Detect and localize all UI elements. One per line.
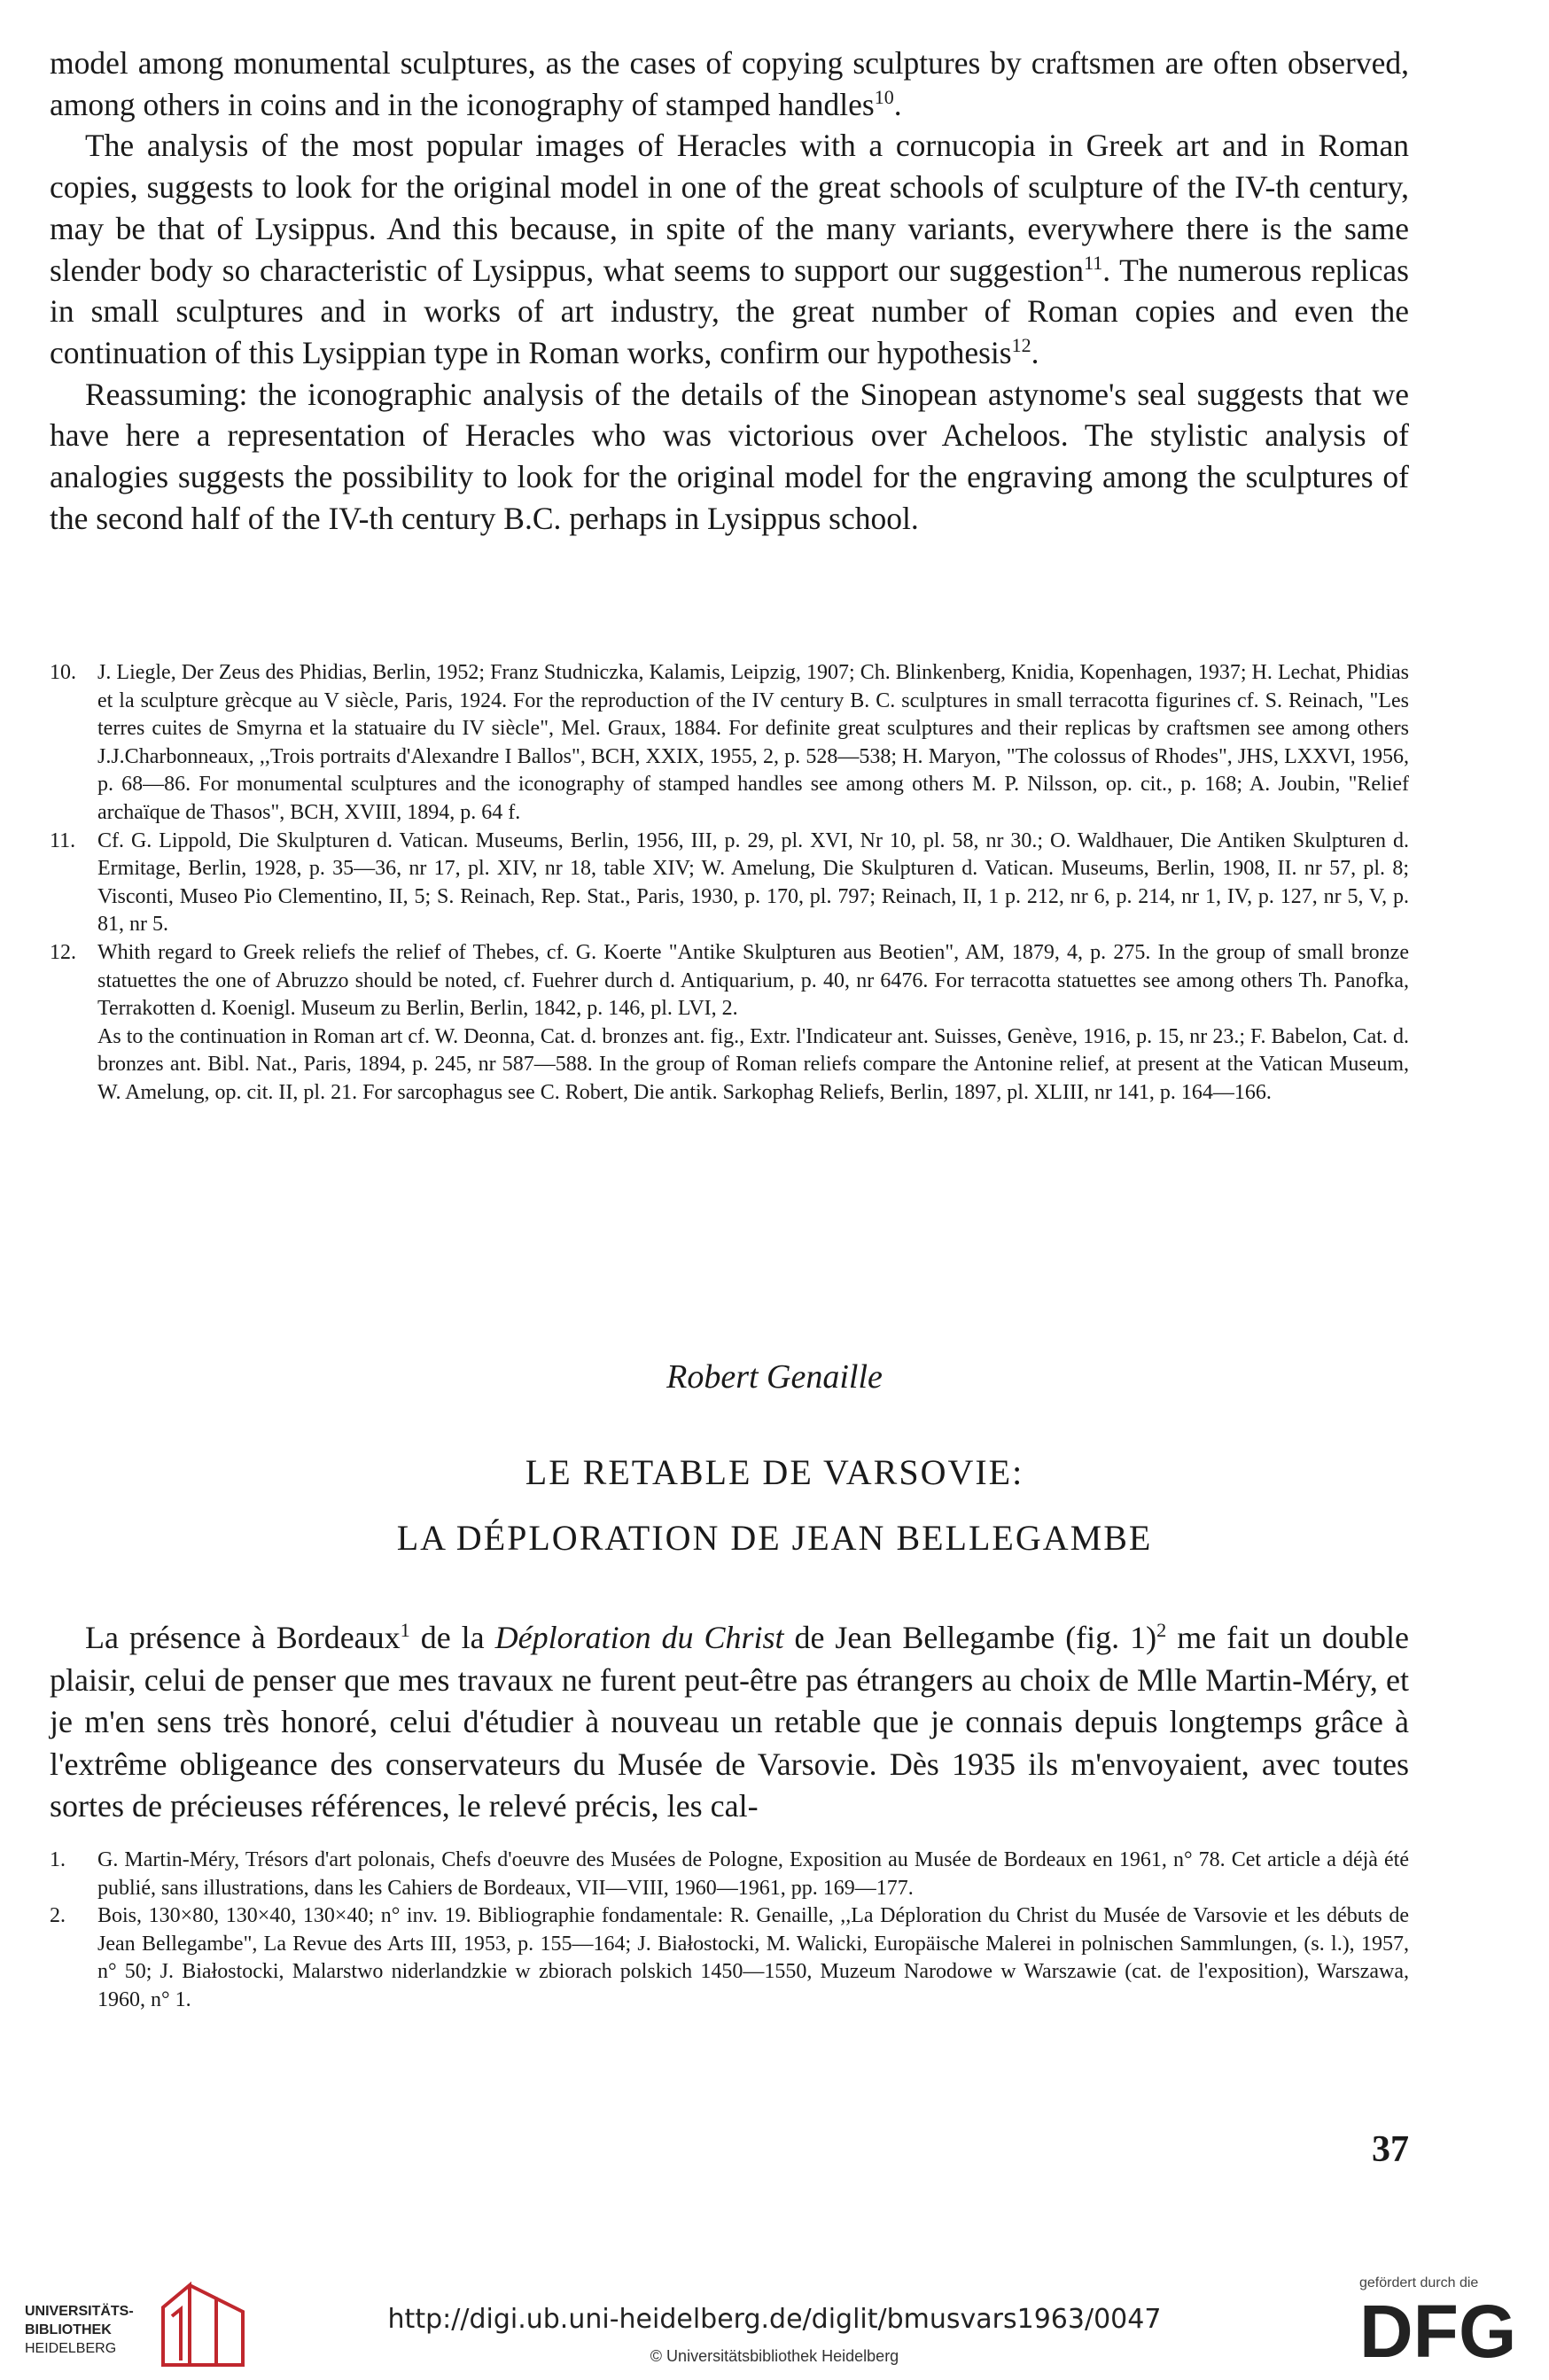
paragraph-1: model among monumental sculptures, as the cases of copying sculptures by craftsmen are often observed, among others in coins and in the iconography of stamped handles$^{10}$. xyxy=(50,45,1409,122)
footnote-number: 10. xyxy=(50,661,76,684)
footnote-2 xyxy=(50,1902,1409,2014)
footnote-ref-11[interactable]: 11 xyxy=(1084,251,1103,274)
footnote-ref-10[interactable]: 10 xyxy=(874,85,894,108)
source-url-link[interactable]: http://digi.ub.uni-heidelberg.de/diglit/bmusvars1963/0047 xyxy=(387,2304,1162,2335)
footnote-text: As to the continuation in Roman art cf. W. Deonna, Cat. d. bronzes ant. fig., Extr. l'Indicateur ant. Suisses, Genève, 1916, p. 15, nr 23.; F. Babelon, Cat. d. bronzes ant. Bibl. Nat., Paris, 1894, p. 245, nr 587—588. In the group of Roman reliefs compare the Antonine relief, at present at the Vatican Museum, W. Amelung, op. cit. II, pl. 21. For sarcophagus see C. Robert, Die antik. Sarkophag Reliefs, Berlin, 1897, pl. XLIII, nr 141, p. 164—166. xyxy=(97,1024,1409,1104)
article-author: Robert Genaille xyxy=(666,1358,883,1396)
footnote-12 xyxy=(50,939,1409,1023)
article-paragraph-1: La présence à Bordeaux$^1$ de la Déploration du Christ de Jean Bellegambe (fig. 1)$^2$ me fait un double plaisir, celui de penser que mes travaux ne furent peut-être pas étrangers au choix de Mlle Martin-Méry, et je m'en sens très honoré, celui d'étudier à nouveau un retable que je connais depuis longtemps grâce à l'extrême obligeance des conservateurs du Musée de Varsovie. Dès 1935 ils m'envoyaient, avec toutes sortes de précieuses références, le relevé précis, les cal- xyxy=(50,1619,1409,1824)
copyright-notice: © Universitätsbibliothek Heidelberg xyxy=(650,2347,899,2365)
footnote-text: Cf. G. Lippold, Die Skulpturen d. Vatican. Museums, Berlin, 1956, III, p. 29, pl. XVI, Nr 10, pl. 58, nr 30.; O. Waldhauer, Die Antiken Skulpturen d. Ermitage, Berlin, 1928, p. 35—36, nr 17, pl. XIV, nr 18, table XIV; W. Amelung, Die Skulpturen d. Vatican. Museums, Berlin, 1908, II. nr 57, pl. 8; Visconti, Museo Pio Clementino, II, 5; S. Reinach, Rep. Stat., Paris, 1930, p. 170, pl. 797; Reinach, II, 1 p. 212, nr 6, p. 214, nr 1, IV, p. 127, nr 5, V, p. 81, nr 5. xyxy=(97,828,1409,937)
svg-text:DFG: DFG xyxy=(1359,2297,1517,2368)
footnote-text: G. Martin-Méry, Trésors d'art polonais, Chefs d'oeuvre des Musées de Pologne, Exposition au Musée de Bordeaux en 1961, n° 78. Cet article a déjà été publié, sans illustrations, dans les Cahiers de Bordeaux, VII—VIII, 1960—1961, pp. 169—177. xyxy=(97,1848,1409,1900)
footnote-1 xyxy=(50,1847,1409,1902)
footnote-number: 11. xyxy=(50,828,76,852)
footnote-number: 1. xyxy=(50,1848,66,1871)
footnote-ref-1[interactable]: 1 xyxy=(400,1619,410,1641)
footnote-text: Bois, 130×80, 130×40, 130×40; n° inv. 19. Bibliographie fondamentale: R. Genaille, ,,La Déploration du Christ du Musée de Varsovie et les débuts de Jean Bellegambe", La Revue des Arts III, 1953, p. 155—164; J. Białostocki, M. Walicki, Europäische Malerei in polnischen Sammlungen, (s. l.), 1957, n° 50; J. Białostocki, Malarstwo niderlandzkie w zbiorach polskich 1450—1550, Muzeum Narodowe w Warszawie (cat. de l'exposition), Warszawa, 1960, n° 1. xyxy=(97,1904,1409,2011)
footnote-text: J. Liegle, Der Zeus des Phidias, Berlin, 1952; Franz Studniczka, Kalamis, Leipzig, 1907; Ch. Blinkenberg, Knidia, Kopenhagen, 1937; H. Lechat, Phidias et la sculpture grècque au V siècle, Paris, 1924. For the reproduction of the IV century B. C. sculptures in small terracotta figurines cf. S. Reinach, "Les terres cuites de Smyrna et la statuaire du IV siècle", Mel. Graux, 1884. For definite great sculptures and their replicas by craftsmen see among others J.J.Charbonneaux, ,,Trois portraits d'Alexandre I Ballos", BCH, XXIX, 1955, 2, p. 528—538; H. Maryon, "The colossus of Rhodes", JHS, LXXVI, 1956, p. 68—86. For monumental sculptures and the iconography of stamped handles see among others M. P. Nilsson, op. cit., p. 168; A. Joubin, "Relief archaïque de Thasos", BCH, XVIII, 1894, p. 64 f. xyxy=(97,661,1409,824)
article-title-line-1: LE RETABLE DE VARSOVIE: xyxy=(525,1452,1024,1492)
footnote-text: Whith regard to Greek reliefs the relief of Thebes, cf. G. Koerte "Antike Skulpturen aus Beotien", AM, 1879, 4, p. 275. In the group of small bronze statuettes the one of Abruzzo should be noted, cf. Fuehrer durch d. Antiquarium, p. 40, nr 6476. For terracotta statuettes see among others Th. Panofka, Terrakotten d. Koenigl. Museum zu Berlin, Berlin, 1842, p. 146, pl. LVI, 2. xyxy=(97,940,1409,1021)
page-number: 37 xyxy=(1372,2129,1409,2170)
paragraph-3: Reassuming: the iconographic analysis of the details of the Sinopean astynome's seal suggests that we have here a representation of Heracles who was victorious over Acheloos. The stylistic analysis of analogies suggests the possibility to look for the original model for the engraving among the sculptures of the second half of the IV-th century B.C. perhaps in Lysippus school. xyxy=(50,376,1409,536)
library-name: UNIVERSITÄTS- BIBLIOTHEK HEIDELBERG xyxy=(25,2304,134,2356)
dfg-logo[interactable] xyxy=(1359,2297,1528,2368)
funding-caption: gefördert durch die xyxy=(1359,2275,1479,2291)
footnote-11 xyxy=(50,828,1409,939)
digitization-footer xyxy=(0,2258,1549,2380)
article-body xyxy=(50,1617,1409,1828)
article-title-line-2: LA DÉPLORATION DE JEAN BELLEGAMBE xyxy=(396,1518,1153,1558)
artwork-title: Déploration du Christ xyxy=(494,1620,784,1655)
article-continuation xyxy=(50,43,1409,539)
footnote-ref-2[interactable]: 2 xyxy=(1156,1619,1167,1641)
footnote-ref-12[interactable]: 12 xyxy=(1011,334,1031,357)
footnote-number: 12. xyxy=(50,940,76,964)
paragraph-2: The analysis of the most popular images of Heracles with a cornucopia in Greek art and in Roman copies, suggests to look for the original model in one of the great schools of sculpture of the IV-th century, may be that of Lysippus. And this because, in spite of the many variants, everywhere there is the same slender body so characteristic of Lysippus, what seems to support our suggestion$^{11}$. The numerous replicas in small sculptures and in works of art industry, the great number of Roman copies and even the continuation of this Lysippian type in Roman works, confirm our hypothesis$^{12}$. xyxy=(50,128,1409,370)
footnotes-block-a xyxy=(50,659,1409,1108)
footnotes-block-b xyxy=(50,1847,1409,2015)
footnote-12-continued xyxy=(50,1023,1409,1108)
footnote-10 xyxy=(50,659,1409,828)
footnote-number: 2. xyxy=(50,1904,66,1928)
